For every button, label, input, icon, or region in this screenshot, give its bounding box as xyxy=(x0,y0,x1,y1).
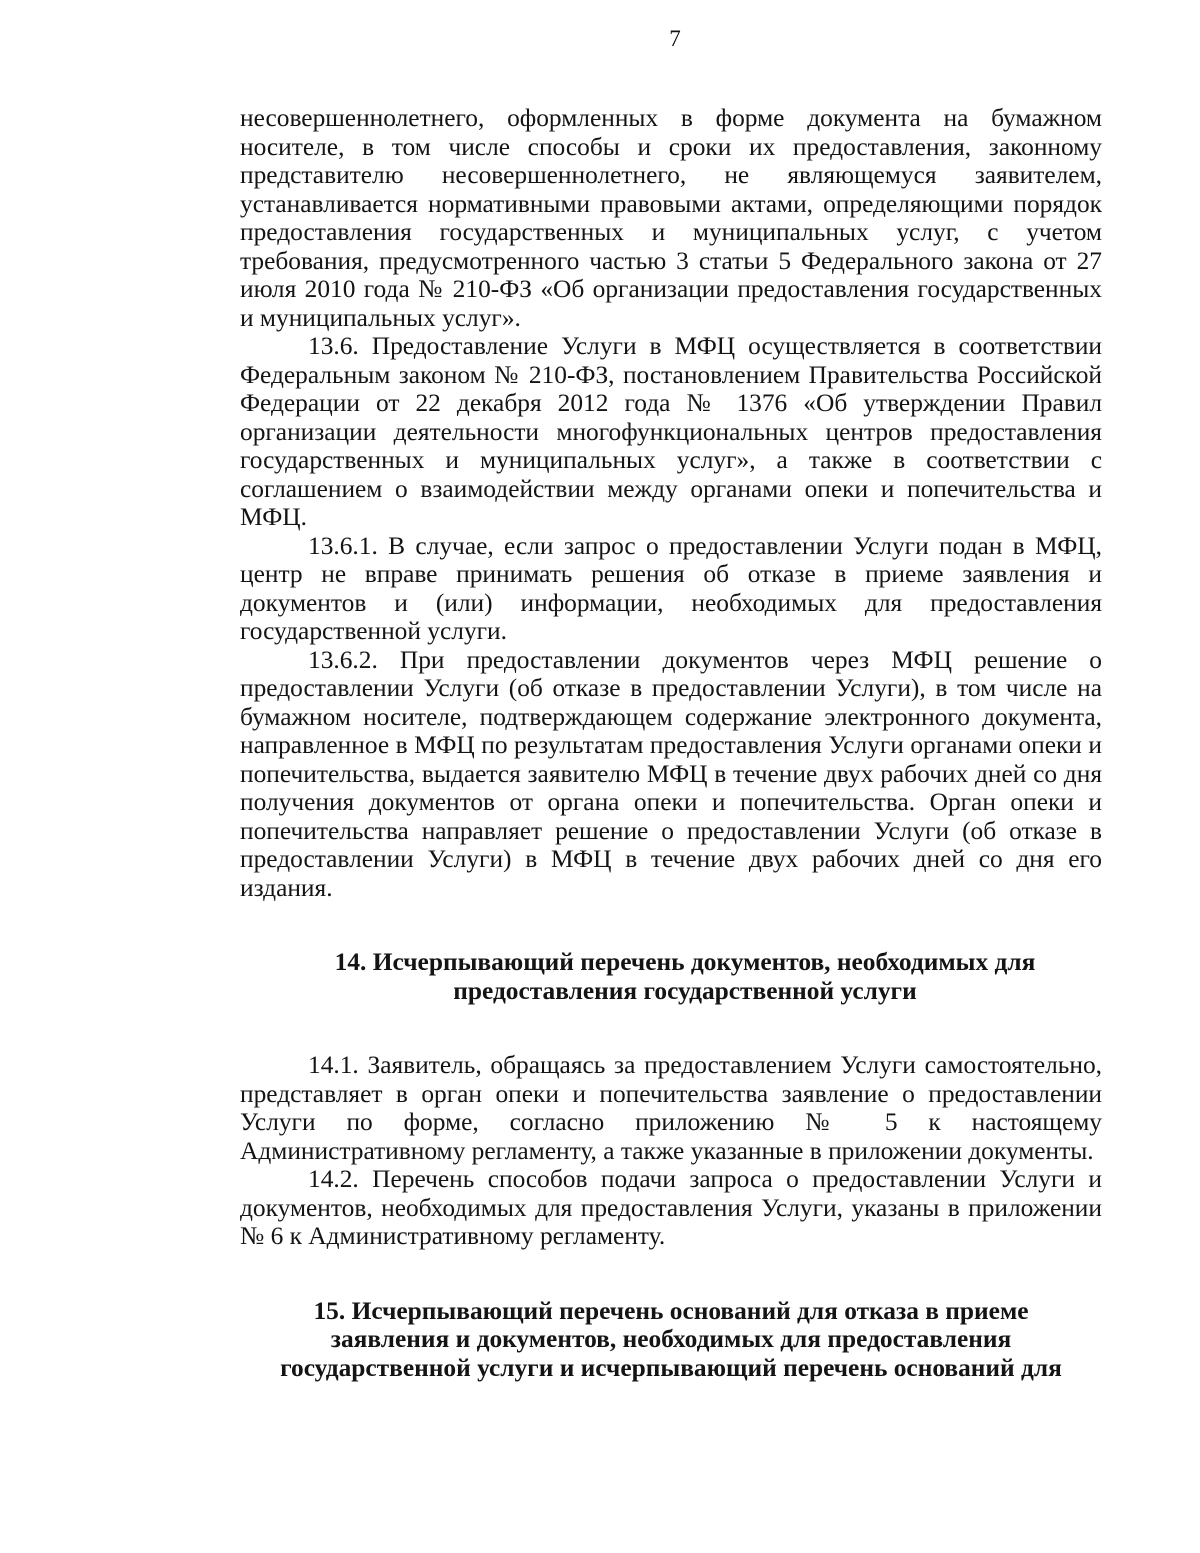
section-15-heading-line-2: заявления и документов, необходимых для предоставления xyxy=(330,1325,1012,1353)
paragraph-13-6: 13.6. Предоставление Услуги в МФЦ осуществляется в соответствии Федеральным законом № 210-ФЗ, постановлением Правительства Российской Федерации от 22 декабря 2012 года № 1376 «Об утверждении Правил организации деятельности многофункциональных центров предоставления государственных и муниципальных услуг», а также в соответствии с соглашением о взаимодействии между органами опеки и попечительства и МФЦ. xyxy=(240,332,1102,531)
section-14-heading-line-2: предоставления государственной услуги xyxy=(453,976,917,1005)
paragraph-14-2: 14.2. Перечень способов подачи запроса о предоставлении Услуги и документов, необходимых для предоставления Услуги, указаны в приложении № 6 к Административному регламенту. xyxy=(240,1165,1102,1250)
paragraph-14-1: 14.1. Заявитель, обращаясь за предоставлением Услуги самостоятельно, представляет в орган опеки и попечительства заявление о предоставлении Услуги по форме, согласно приложению № 5 к настоящему Административному регламенту, а также указанные в приложении документы. xyxy=(240,1051,1102,1165)
document-body xyxy=(240,104,1102,1382)
paragraph-13-6-1: 13.6.1. В случае, если запрос о предоставлении Услуги подан в МФЦ, центр не вправе принимать решения об отказе в приеме заявления и документов и (или) информации, необходимых для предоставления государственной услуги. xyxy=(240,531,1102,645)
section-15-heading-line-3: государственной услуги и исчерпывающий перечень оснований для xyxy=(280,1353,1062,1382)
section-14-heading xyxy=(268,948,1102,1005)
section-14-heading-line-1: 14. Исчерпывающий перечень документов, необходимых для xyxy=(334,948,1036,976)
section-15-heading-line-1: 15. Исчерпывающий перечень оснований для отказа в приеме xyxy=(313,1296,1029,1325)
section-15-heading xyxy=(240,1297,1102,1383)
paragraph-13-6-2: 13.6.2. При предоставлении документов через МФЦ решение о предоставлении Услуги (об отказе в предоставлении Услуги), в том числе на бумажном носителе, подтверждающем содержание электронного документа, направленное в МФЦ по результатам предоставления Услуги органами опеки и попечительства, выдается заявителю МФЦ в течение двух рабочих дней со дня получения документов от органа опеки и попечительства. Орган опеки и попечительства направляет решение о предоставлении Услуги (об отказе в предоставлении Услуги) в МФЦ в течение двух рабочих дней со дня его издания. xyxy=(240,645,1102,902)
paragraph-13-5-continuation: несовершеннолетнего, оформленных в форме документа на бумажном носителе, в том числе способы и сроки их предоставления, законному представителю несовершеннолетнего, не являющемуся заявителем, устанавливается нормативными правовыми актами, определяющими порядок предоставления государственных и муниципальных услуг, с учетом требования, предусмотренного частью 3 статьи 5 Федерального закона от 27 июля 2010 года № 210-ФЗ «Об организации предоставления государственных и муниципальных услуг». xyxy=(240,104,1102,332)
page-number: 7 xyxy=(669,26,681,51)
